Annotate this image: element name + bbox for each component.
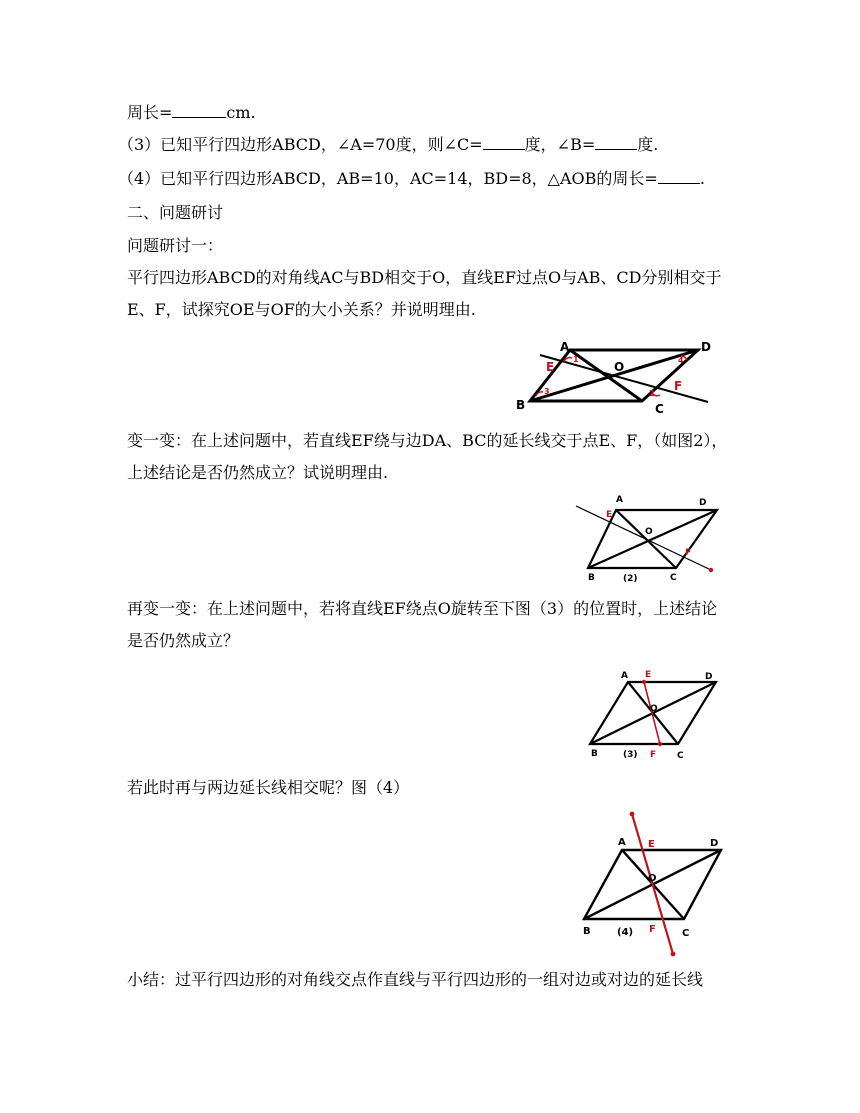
fig4-label-o: O bbox=[648, 873, 657, 884]
fig3-label-c: C bbox=[677, 751, 684, 761]
fig3-label-e: E bbox=[645, 670, 652, 680]
fig2-label-e: E bbox=[606, 510, 613, 520]
fig4-label-e: E bbox=[648, 839, 655, 850]
problem-text-1: 平行四边形ABCD的对角线AC与BD相交于O，直线EF过点O与AB、CD分别相交于 bbox=[127, 268, 722, 287]
fig4-point-bottom bbox=[671, 952, 676, 957]
fig4-point-top bbox=[630, 812, 635, 817]
fig2-line-ef bbox=[576, 506, 711, 570]
summary-text: 小结：过平行四边形的对角线交点作直线与平行四边形的一组对边或对边的延长线 bbox=[127, 970, 704, 989]
fig4-label-a: A bbox=[618, 837, 626, 848]
fig4-label-d: D bbox=[710, 838, 719, 849]
fig3-point-e bbox=[642, 680, 646, 684]
fig1-angle-4: 4 bbox=[678, 356, 684, 365]
section-heading: 二、问题研讨 bbox=[127, 203, 224, 222]
variation-1-text-2: 上述结论是否仍然成立？试说明理由. bbox=[127, 463, 389, 482]
variation-2-text-1: 再变一变：在上述问题中，若将直线EF绕点O旋转至下图（3）的位置时，上述结论 bbox=[127, 599, 718, 618]
variation-1-text-1: 变一变：在上述问题中，若直线EF绕与边DA、BC的延长线交于点E、F，（如图2）， bbox=[127, 431, 728, 450]
fig3-label-f: F bbox=[650, 750, 657, 760]
fig2-endpoint bbox=[709, 568, 713, 572]
fig1-angle-2: 2 bbox=[649, 389, 655, 398]
fig2-label-d: D bbox=[699, 498, 707, 508]
question-4-text-b: . bbox=[699, 169, 705, 188]
variation-2-text-2: 是否仍然成立？ bbox=[127, 631, 240, 650]
fig3-point-f bbox=[658, 742, 662, 746]
fig1-label-o: O bbox=[614, 360, 625, 374]
variation-3-text: 若此时再与两边延长线相交呢？图（4） bbox=[127, 778, 410, 797]
fig2-caption: (2) bbox=[623, 574, 638, 584]
fig1-angle-3: 3 bbox=[544, 387, 550, 396]
problem-text-2: E、F，试探究OE与OF的大小关系？并说明理由. bbox=[127, 300, 476, 319]
fig4-label-b: B bbox=[583, 926, 591, 937]
fig4-label-c: C bbox=[682, 928, 690, 939]
question-3-text-c: 度. bbox=[637, 135, 659, 154]
fig4-label-f: F bbox=[649, 924, 656, 935]
fig4-caption: (4) bbox=[617, 927, 634, 938]
fig2-label-o: O bbox=[645, 527, 653, 537]
fig1-diagonal-ac bbox=[570, 350, 642, 401]
question-4-text-a: （4）已知平行四边形ABCD，AB=10，AC=14，BD=8，△AOB的周长= bbox=[118, 169, 658, 188]
fig2-label-c: C bbox=[670, 573, 677, 583]
fig1-angle-1: 1 bbox=[573, 355, 579, 364]
fig3-label-d: D bbox=[705, 672, 713, 682]
fig2-label-a: A bbox=[616, 495, 623, 505]
fig3-caption: (3) bbox=[623, 750, 638, 760]
fig2-label-b: B bbox=[588, 573, 595, 583]
perimeter-label: 周长= bbox=[127, 103, 173, 122]
question-3-text-a: （3）已知平行四边形ABCD，∠A=70度，则∠C= bbox=[118, 135, 483, 154]
question-3-text-b: 度，∠B= bbox=[524, 135, 596, 154]
fig3-label-a: A bbox=[621, 671, 628, 681]
fig1-label-b: B bbox=[516, 398, 526, 412]
fig1-label-c: C bbox=[655, 402, 664, 416]
fig1-label-e: E bbox=[546, 360, 555, 374]
unit-text: cm. bbox=[226, 103, 256, 122]
problem-title: 问题研讨一： bbox=[127, 236, 224, 255]
fig3-label-o: O bbox=[650, 704, 658, 714]
fig3-label-b: B bbox=[591, 749, 598, 759]
fig1-label-d: D bbox=[701, 340, 711, 354]
fig1-label-a: A bbox=[560, 340, 570, 354]
fig2-label-f: F bbox=[685, 548, 692, 558]
fig1-label-f: F bbox=[674, 379, 683, 393]
